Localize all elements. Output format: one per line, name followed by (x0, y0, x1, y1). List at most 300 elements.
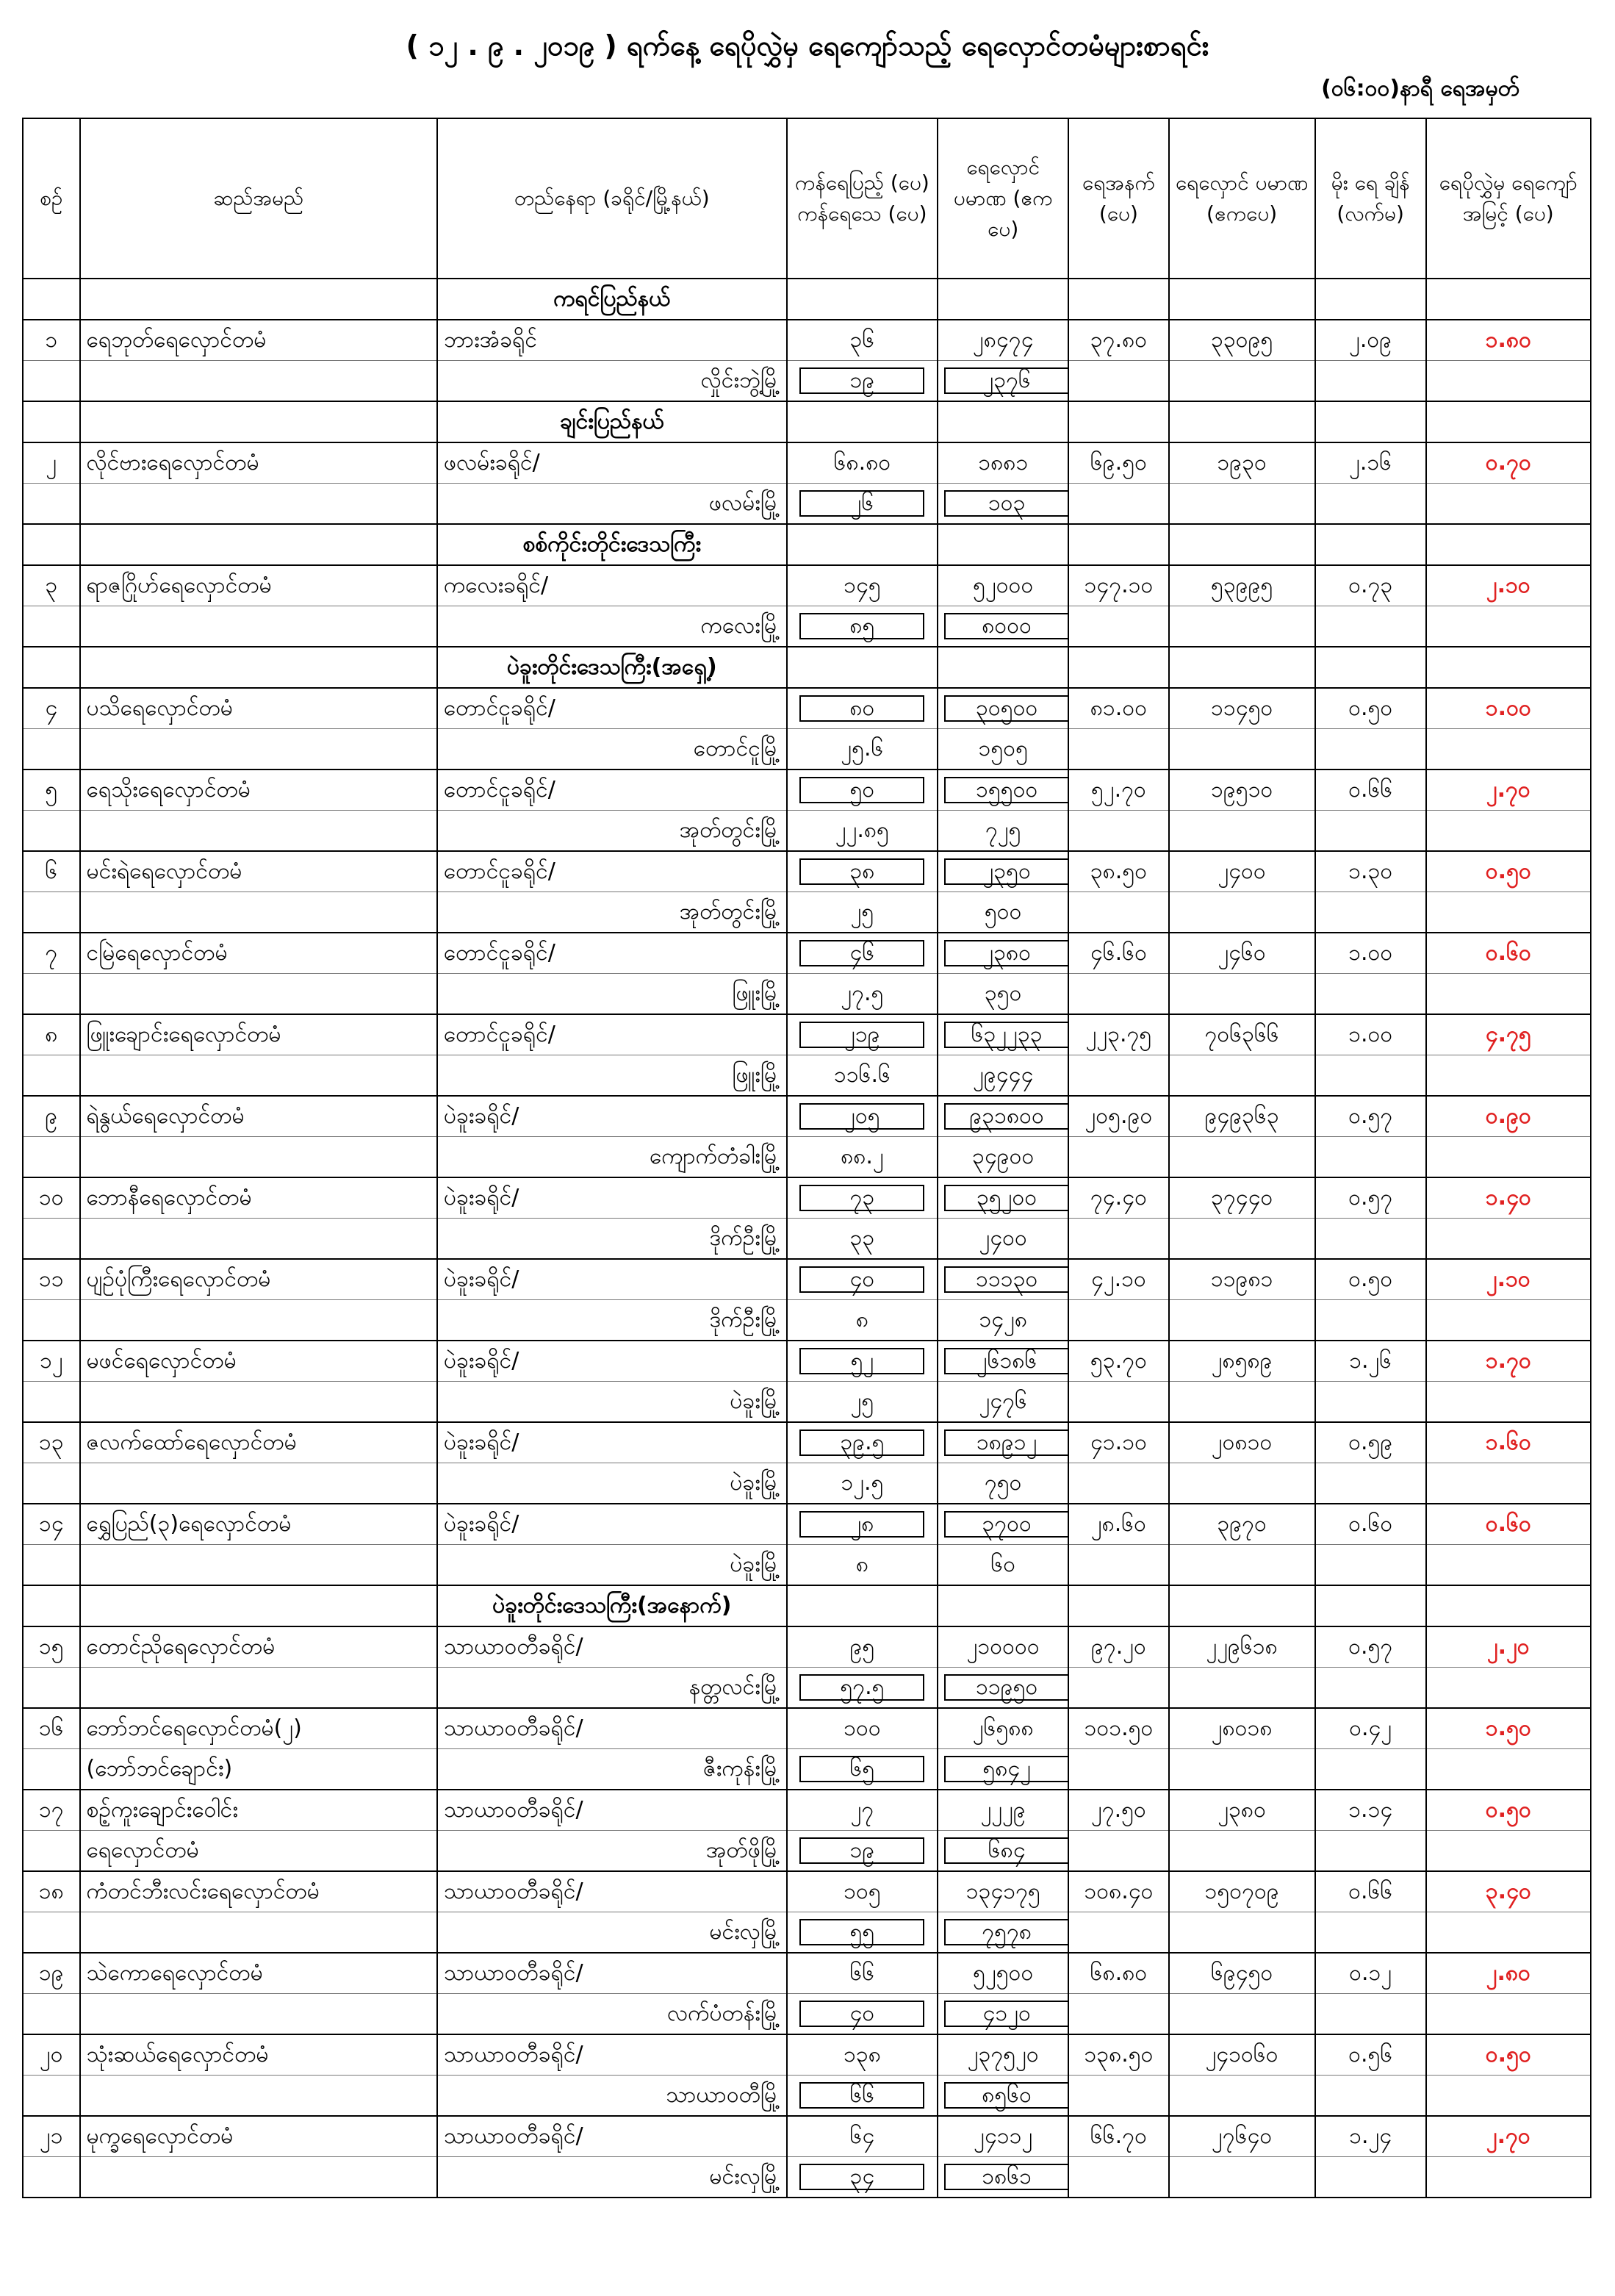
rainfall: ၂.၀၉ (1315, 320, 1426, 361)
full-level: ၆၈.၈၀ (787, 442, 938, 484)
dam-name-continued: (ဘော်ဘင်ချောင်း) (80, 1749, 437, 1790)
current-level: ၁၄၇.၁၀ (1068, 565, 1168, 606)
empty-cell (1169, 1137, 1315, 1178)
dead-level: ၂၅ (787, 892, 938, 933)
serial-number: ၄ (23, 688, 80, 729)
empty-cell (23, 647, 80, 688)
table-row-secondary (23, 1219, 1591, 1260)
empty-cell (1169, 1831, 1315, 1872)
dead-volume (938, 2076, 1068, 2117)
township-name: ကျောက်တံခါးမြို့ (437, 1137, 787, 1178)
empty-cell (1315, 1219, 1426, 1260)
dam-name: ကံတင်ဘီးလင်းရေလှောင်တမံ (80, 1871, 437, 1912)
empty-cell (1315, 279, 1426, 320)
full-level: ၉၅ (787, 1626, 938, 1668)
empty-cell (1068, 1055, 1168, 1097)
empty-cell (1315, 2157, 1426, 2198)
empty-cell (1169, 279, 1315, 320)
district-name: ပဲခူးခရိုင်/ (437, 1422, 787, 1463)
full-level (787, 851, 938, 892)
empty-cell (23, 484, 80, 525)
dam-name-continued (80, 1137, 437, 1178)
spill-height: ၁.၅၀ (1426, 1708, 1591, 1749)
rainfall: ၁.၂၆ (1315, 1341, 1426, 1382)
dam-name: ဘောနီရေလှောင်တမံ (80, 1177, 437, 1219)
empty-cell (1169, 1585, 1315, 1626)
dead-volume-value: ၇၅၇၈ (944, 1919, 1068, 1945)
empty-cell (80, 401, 437, 442)
empty-cell (1426, 2157, 1591, 2198)
current-volume: ၃၉၇၀ (1169, 1504, 1315, 1545)
full-volume-value: ၃၅၂၀၀ (944, 1185, 1068, 1211)
empty-cell (1426, 484, 1591, 525)
current-level: ၈၁.၀၀ (1068, 688, 1168, 729)
district-name: ဖလမ်းခရိုင်/ (437, 442, 787, 484)
rainfall: ၀.၆၆ (1315, 1871, 1426, 1912)
dead-volume (938, 2157, 1068, 2198)
full-volume (938, 688, 1068, 729)
table-row (23, 933, 1591, 974)
serial-number: ၁ (23, 320, 80, 361)
table-row (23, 2034, 1591, 2076)
full-volume: ၂၁၀၀၀၀ (938, 1626, 1068, 1668)
table-row (23, 2116, 1591, 2157)
dead-volume: ၅၀၀ (938, 892, 1068, 933)
empty-cell (1426, 1137, 1591, 1178)
full-volume: ၂၄၁၁၂ (938, 2116, 1068, 2157)
dead-volume-value: ၄၁၂၀ (944, 2001, 1068, 2027)
dead-volume: ၃၄၉၀၀ (938, 1137, 1068, 1178)
current-volume: ၂၀၈၁၀ (1169, 1422, 1315, 1463)
empty-cell (1315, 811, 1426, 852)
full-level-value: ၂၀၅ (799, 1103, 924, 1130)
current-level: ၄၂.၁၀ (1068, 1259, 1168, 1300)
township-name: ဖြူးမြို့ (437, 974, 787, 1015)
full-level: ၆၄ (787, 2116, 938, 2157)
full-volume-value: ၂၃၈၀ (944, 940, 1068, 966)
current-level: ၂၂၃.၇၅ (1068, 1014, 1168, 1055)
empty-cell (1315, 647, 1426, 688)
dam-name: သုံးဆယ်ရေလှောင်တမံ (80, 2034, 437, 2076)
district-name: ပဲခူးခရိုင်/ (437, 1096, 787, 1137)
empty-cell (1426, 2076, 1591, 2117)
empty-cell (1068, 647, 1168, 688)
district-name: သာယာဝတီခရိုင်/ (437, 2116, 787, 2157)
rainfall: ၁.၀၀ (1315, 933, 1426, 974)
empty-cell (1426, 647, 1591, 688)
full-level-value: ၂၈ (799, 1511, 924, 1538)
empty-cell (23, 1749, 80, 1790)
table-row-secondary (23, 1994, 1591, 2035)
empty-cell (787, 1585, 938, 1626)
table-row (23, 320, 1591, 361)
dead-level (787, 1749, 938, 1790)
empty-cell (1169, 1668, 1315, 1709)
dead-level: ၃၃ (787, 1219, 938, 1260)
table-row-secondary (23, 1137, 1591, 1178)
serial-number: ၅ (23, 769, 80, 811)
empty-cell (1068, 1831, 1168, 1872)
empty-cell (1169, 1219, 1315, 1260)
empty-cell (23, 1545, 80, 1586)
empty-cell (23, 1382, 80, 1423)
district-name: တောင်ငူခရိုင်/ (437, 933, 787, 974)
empty-cell (1315, 484, 1426, 525)
dead-level: ၈ (787, 1300, 938, 1341)
empty-cell (1068, 974, 1168, 1015)
dam-name-continued (80, 1055, 437, 1097)
spill-height: ၀.၅၀ (1426, 851, 1591, 892)
dead-level-value: ၂၆ (799, 490, 924, 517)
empty-cell (1068, 2076, 1168, 2117)
full-volume (938, 1341, 1068, 1382)
current-level: ၁၀၁.၅၀ (1068, 1708, 1168, 1749)
full-level-value: ၃၈ (799, 858, 924, 885)
full-volume-value: ၃၀၅၀၀ (944, 695, 1068, 722)
current-volume: ၂၇၆၄၀ (1169, 2116, 1315, 2157)
dead-level: ၁၁၆.၆ (787, 1055, 938, 1097)
rainfall: ၀.၅၇ (1315, 1626, 1426, 1668)
rainfall: ၀.၅၉ (1315, 1422, 1426, 1463)
serial-number: ၁၀ (23, 1177, 80, 1219)
township-name: ပဲခူးမြို့ (437, 1382, 787, 1423)
full-volume (938, 933, 1068, 974)
empty-cell (1068, 606, 1168, 647)
header-current-volume: ရေလှောင် ပမာဏ (ဧကပေ) (1169, 118, 1315, 279)
full-level (787, 769, 938, 811)
serial-number: ၁၁ (23, 1259, 80, 1300)
district-name: သာယာဝတီခရိုင်/ (437, 1953, 787, 1994)
empty-cell (1068, 361, 1168, 402)
empty-cell (1315, 892, 1426, 933)
serial-number: ၂၁ (23, 2116, 80, 2157)
dead-volume (938, 484, 1068, 525)
table-row-secondary (23, 484, 1591, 525)
empty-cell (1068, 1463, 1168, 1504)
empty-cell (1068, 2157, 1168, 2198)
dead-volume-value: ၁၈၆၁ (944, 2164, 1068, 2190)
empty-cell (1315, 606, 1426, 647)
dead-level-value: ၆၅ (799, 1756, 924, 1782)
serial-number: ၁၂ (23, 1341, 80, 1382)
spill-height: ၀.၅၀ (1426, 2034, 1591, 2076)
empty-cell (23, 279, 80, 320)
full-level (787, 1259, 938, 1300)
region-row (23, 1585, 1591, 1626)
table-row (23, 442, 1591, 484)
spill-height: ၃.၄၀ (1426, 1871, 1591, 1912)
township-name: ကလေးမြို့ (437, 606, 787, 647)
dam-name-continued (80, 2076, 437, 2117)
table-row-secondary (23, 1912, 1591, 1954)
district-name: တောင်ငူခရိုင်/ (437, 688, 787, 729)
header-row (23, 118, 1591, 279)
empty-cell (1068, 524, 1168, 565)
empty-cell (1315, 1912, 1426, 1954)
empty-cell (23, 1912, 80, 1954)
empty-cell (1169, 811, 1315, 852)
district-name: ဘားအံခရိုင် (437, 320, 787, 361)
district-name: သာယာဝတီခရိုင်/ (437, 1871, 787, 1912)
table-row (23, 1708, 1591, 1749)
dam-name-continued (80, 2157, 437, 2198)
dead-level-value: ၁၉ (799, 367, 924, 394)
empty-cell (1169, 524, 1315, 565)
empty-cell (1315, 361, 1426, 402)
serial-number: ၁၇ (23, 1790, 80, 1831)
full-level (787, 933, 938, 974)
serial-number: ၁၈ (23, 1871, 80, 1912)
dam-name-continued (80, 606, 437, 647)
full-level-value: ၂၁၉ (799, 1022, 924, 1048)
full-volume-value: ၆၃၂၂၃၃ (944, 1022, 1068, 1048)
dead-volume: ၇၂၅ (938, 811, 1068, 852)
district-name: သာယာဝတီခရိုင်/ (437, 2034, 787, 2076)
dead-level: ၂၇.၅ (787, 974, 938, 1015)
empty-cell (1068, 811, 1168, 852)
current-volume: ၁၁၄၅၀ (1169, 688, 1315, 729)
current-level: ၄၁.၁၀ (1068, 1422, 1168, 1463)
township-name: ဖလမ်းမြို့ (437, 484, 787, 525)
serial-number: ၂၀ (23, 2034, 80, 2076)
full-level-value: ၈၀ (799, 695, 924, 722)
dam-name-continued (80, 1545, 437, 1586)
header-location: တည်နေရာ (ခရိုင်/မြို့နယ်) (437, 118, 787, 279)
full-volume: ၁၃၄၁၇၅ (938, 1871, 1068, 1912)
current-level: ၄၆.၆၀ (1068, 933, 1168, 974)
empty-cell (1315, 1585, 1426, 1626)
dead-volume (938, 1994, 1068, 2035)
full-volume: ၂၃၇၅၂၀ (938, 2034, 1068, 2076)
district-name: ပဲခူးခရိုင်/ (437, 1341, 787, 1382)
empty-cell (23, 1055, 80, 1097)
serial-number: ၁၉ (23, 1953, 80, 1994)
dam-name-continued (80, 1382, 437, 1423)
table-row (23, 769, 1591, 811)
empty-cell (23, 811, 80, 852)
empty-cell (1169, 974, 1315, 1015)
table-row-secondary (23, 606, 1591, 647)
empty-cell (1315, 1463, 1426, 1504)
empty-cell (23, 1463, 80, 1504)
table-row (23, 1259, 1591, 1300)
dead-volume: ၆၀ (938, 1545, 1068, 1586)
full-level: ၁၀၅ (787, 1871, 938, 1912)
dam-name: ဘော်ဘင်ရေလှောင်တမံ(၂) (80, 1708, 437, 1749)
spill-height: ၀.၆၀ (1426, 1504, 1591, 1545)
current-volume: ၂၄၁၀၆၀ (1169, 2034, 1315, 2076)
empty-cell (23, 361, 80, 402)
dead-level (787, 484, 938, 525)
full-volume-value: ၂၆၁၈၆ (944, 1348, 1068, 1374)
dead-level: ၁၂.၅ (787, 1463, 938, 1504)
header-name: ဆည်အမည် (80, 118, 437, 279)
full-volume: ၁၈၈၁ (938, 442, 1068, 484)
empty-cell (23, 974, 80, 1015)
empty-cell (1426, 1994, 1591, 2035)
dam-name-continued (80, 1912, 437, 1954)
full-volume-value: ၂၃၅၀ (944, 858, 1068, 885)
region-name: ကရင်ပြည်နယ် (437, 279, 787, 320)
table-row (23, 1422, 1591, 1463)
reservoir-table (22, 118, 1591, 2198)
table-row-secondary (23, 892, 1591, 933)
empty-cell (80, 524, 437, 565)
serial-number: ၆ (23, 851, 80, 892)
empty-cell (1169, 2157, 1315, 2198)
dead-volume-value: ၁၁၉၅၀ (944, 1674, 1068, 1701)
empty-cell (23, 1668, 80, 1709)
dam-name: ဖြူးချောင်းရေလှောင်တမံ (80, 1014, 437, 1055)
dead-volume (938, 1749, 1068, 1790)
empty-cell (1315, 1831, 1426, 1872)
dead-volume: ၇၅၀ (938, 1463, 1068, 1504)
dam-name-continued (80, 484, 437, 525)
empty-cell (787, 647, 938, 688)
township-name: အုတ်တွင်းမြို့ (437, 892, 787, 933)
full-level: ၁၃၈ (787, 2034, 938, 2076)
current-volume: ၂၈၀၁၈ (1169, 1708, 1315, 1749)
current-level: ၂၈.၆၀ (1068, 1504, 1168, 1545)
rainfall: ၀.၅၀ (1315, 1259, 1426, 1300)
full-volume-value: ၁၈၉၁၂ (944, 1429, 1068, 1456)
rainfall: ၀.၅၆ (1315, 2034, 1426, 2076)
empty-cell (23, 729, 80, 770)
current-volume: ၅၃၉၉၅ (1169, 565, 1315, 606)
dam-name: လိုင်ဗားရေလှောင်တမံ (80, 442, 437, 484)
current-volume: ၃၇၄၄၀ (1169, 1177, 1315, 1219)
empty-cell (23, 1585, 80, 1626)
dam-name-continued (80, 1219, 437, 1260)
empty-cell (80, 279, 437, 320)
dead-level: ၂၅ (787, 1382, 938, 1423)
empty-cell (1315, 974, 1426, 1015)
full-level (787, 1096, 938, 1137)
empty-cell (1068, 892, 1168, 933)
empty-cell (938, 524, 1068, 565)
empty-cell (1315, 524, 1426, 565)
empty-cell (1426, 1463, 1591, 1504)
current-volume: ၁၅၀၇၀၉ (1169, 1871, 1315, 1912)
dead-volume (938, 1912, 1068, 1954)
empty-cell (23, 2076, 80, 2117)
rainfall: ၀.၆၀ (1315, 1504, 1426, 1545)
empty-cell (1426, 1585, 1591, 1626)
empty-cell (23, 524, 80, 565)
dam-name-continued: ရေလှောင်တမံ (80, 1831, 437, 1872)
rainfall: ၁.၀၀ (1315, 1014, 1426, 1055)
dead-level (787, 606, 938, 647)
empty-cell (1426, 524, 1591, 565)
full-volume (938, 851, 1068, 892)
current-level: ၃၈.၅၀ (1068, 851, 1168, 892)
table-row-secondary (23, 1382, 1591, 1423)
empty-cell (1426, 1300, 1591, 1341)
header-spill-height: ရေပိုလွှဲမှ ရေကျော် အမြင့် (ပေ) (1426, 118, 1591, 279)
empty-cell (80, 1585, 437, 1626)
current-volume: ၆၉၄၅၀ (1169, 1953, 1315, 1994)
empty-cell (23, 1137, 80, 1178)
empty-cell (1426, 361, 1591, 402)
empty-cell (1426, 1749, 1591, 1790)
township-name: ဖြူးမြို့ (437, 1055, 787, 1097)
empty-cell (1426, 892, 1591, 933)
dead-volume: ၃၅၀ (938, 974, 1068, 1015)
empty-cell (1426, 279, 1591, 320)
district-name: ပဲခူးခရိုင်/ (437, 1504, 787, 1545)
dam-name: ဇလက်ထော်ရေလှောင်တမံ (80, 1422, 437, 1463)
empty-cell (1068, 729, 1168, 770)
table-row-secondary (23, 1055, 1591, 1097)
full-level (787, 1177, 938, 1219)
header-sr: စဉ် (23, 118, 80, 279)
empty-cell (1315, 1055, 1426, 1097)
township-name: နတ္တလင်းမြို့ (437, 1668, 787, 1709)
dead-volume-value: ၁၀၃ (944, 490, 1068, 517)
empty-cell (1169, 1300, 1315, 1341)
current-level: ၉၇.၂၀ (1068, 1626, 1168, 1668)
spill-height: ၂.၁၀ (1426, 565, 1591, 606)
township-name: မင်းလှမြို့ (437, 2157, 787, 2198)
full-level-value: ၅၀ (799, 777, 924, 803)
region-row (23, 279, 1591, 320)
dam-name-continued (80, 729, 437, 770)
table-row (23, 1953, 1591, 1994)
dam-name: သဲကောရေလှောင်တမံ (80, 1953, 437, 1994)
district-name: တောင်ငူခရိုင်/ (437, 1014, 787, 1055)
full-level-value: ၇၃ (799, 1185, 924, 1211)
dead-level (787, 2157, 938, 2198)
dam-name: မဖင်ရေလှောင်တမံ (80, 1341, 437, 1382)
dam-name-continued (80, 1463, 437, 1504)
empty-cell (1426, 606, 1591, 647)
dam-name: ရွှေပြည်(၃)ရေလှောင်တမံ (80, 1504, 437, 1545)
table-row (23, 1626, 1591, 1668)
spill-height: ၁.၈၀ (1426, 320, 1591, 361)
dead-volume-value: ၂၃၇၆ (944, 367, 1068, 394)
full-volume (938, 1504, 1068, 1545)
dam-name-continued (80, 1668, 437, 1709)
current-level: ၇၄.၄၀ (1068, 1177, 1168, 1219)
dam-name-continued (80, 1994, 437, 2035)
spill-height: ၁.၆၀ (1426, 1422, 1591, 1463)
serial-number: ၁၃ (23, 1422, 80, 1463)
empty-cell (1068, 1219, 1168, 1260)
empty-cell (1426, 1055, 1591, 1097)
full-level: ၆၆ (787, 1953, 938, 1994)
township-name: လှိုင်းဘွဲ့မြို့ (437, 361, 787, 402)
dead-volume-value: ၈၅၆၀ (944, 2082, 1068, 2109)
current-level: ၁၀၈.၄၀ (1068, 1871, 1168, 1912)
township-name: အုတ်တွင်းမြို့ (437, 811, 787, 852)
district-name: တောင်ငူခရိုင်/ (437, 851, 787, 892)
full-level-value: ၄၀ (799, 1266, 924, 1293)
dead-level: ၈ (787, 1545, 938, 1586)
dam-name: ရေသိုးရေလှောင်တမံ (80, 769, 437, 811)
township-name: ပဲခူးမြို့ (437, 1463, 787, 1504)
empty-cell (1426, 729, 1591, 770)
empty-cell (1426, 401, 1591, 442)
region-row (23, 401, 1591, 442)
empty-cell (1068, 1585, 1168, 1626)
full-volume-value: ၃၇၀၀ (944, 1511, 1068, 1538)
empty-cell (23, 606, 80, 647)
full-volume-value: ၁၅၅၀၀ (944, 777, 1068, 803)
serial-number: ၉ (23, 1096, 80, 1137)
empty-cell (1315, 1668, 1426, 1709)
dead-volume: ၂၄၀၀ (938, 1219, 1068, 1260)
dead-level (787, 1831, 938, 1872)
